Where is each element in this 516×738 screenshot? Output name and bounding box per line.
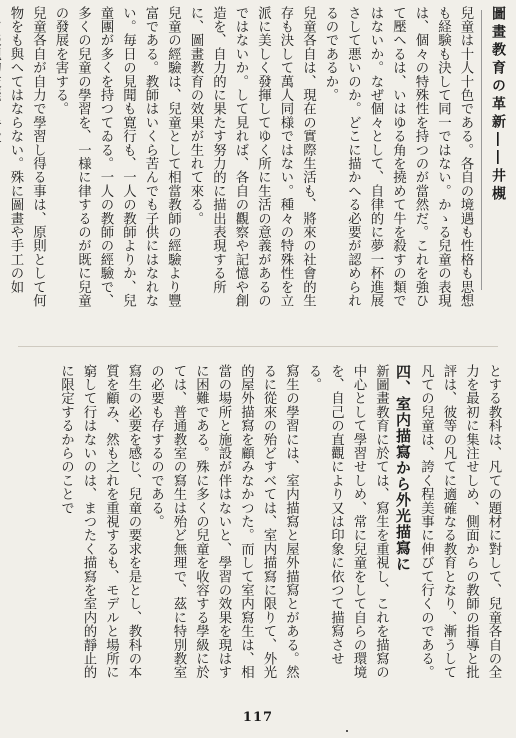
paragraph: 寫生の必要を感じ、兒童の要求を是とし、教科の本質を顧み、然も之れを重視するも、モデルと場所に窮して行はないのは、まつたく描寫を室内的靜止的に限定するからのことで [58,364,141,680]
paragraph: とする教科は、凡ての題材に對して、兒童各自の全力を最初に集注せしめ、側面からの教師の指導と批評は、彼等の凡てに適確なる教育となり、漸うして凡ての兒童は、誇く程美事に伸びて行くのである。 [418,364,501,680]
paragraph: 寫生の學習には、室内描寫と屋外描寫とがある。然るに從來の殆どすべては、室内描寫に限りて、外光的屋外描寫を顧みなかつた。而して室内寫生は、相當の場所と施設が伴はないと、學習の效果を現はすに困難である。殊に多くの兒童を收容する學級に於ては、普通教室の寫生は殆ど無理で、茲に特別教室の必要も存するのである。 [148,364,299,680]
page-number: 117 [242,710,274,725]
upper-text-block [8,6,476,312]
lower-text-block [8,364,504,692]
paragraph: 兒童は十人十色である。各自の境遇も性格も思想も経験も決して同一ではない。かゝる兒童の表現は、個々の特殊性を持つのが當然だ。これを強ひて壓へるは、いはゆる角を撓めて牛を殺すの類ではないか。なぜ個々として、自律的に夢一杯進展さして悪いのか。どこに描かへる必要が認められるのであるか。 [323,6,473,308]
header-rule [481,10,482,290]
paragraph: 新圖畫教育に於ては、寫生を重視し、これを描寫の中心として學習せしめ、常に兒童をして自らの環境を、自己の直觀により又は印象に依つて描寫させる。 [306,364,389,680]
ink-speck [346,730,348,732]
paragraph: 兒童の經驗は、兒童として相當教師の經驗より豐富である。教師はいくら苦んでも子供にはなれない。毎日の見聞も寛行も、一人の教師よりか、兒童團が多くを持つてゐる。一人の教師の經驗で、多くの兒童の學習を、一様に律するのが既に兒童の發展を害する。 [53,6,181,308]
section-heading: 四、室内描寫から外光描寫に [394,364,412,572]
block-divider [18,346,498,347]
paragraph: 兒童各自は、現在の實際生活も、將來の社會的生存も決して萬人同様ではない。種々の特殊性を立派に美しく發揮してゆく所に生活の意義があるのではないか。して見れば、各自の觀察や記憶や創造を、自力的に果たす努力的に描出表現する所に、圖畫教育の效果が生れて來る。 [188,6,316,308]
paragraph: 兒童各自が自力で學習し得る事は、原則として何物をも與へてはならない。殊に圖畫や手工の如 [8,6,46,308]
running-header: 圖畫教育の革新――井槻 [490,6,506,204]
